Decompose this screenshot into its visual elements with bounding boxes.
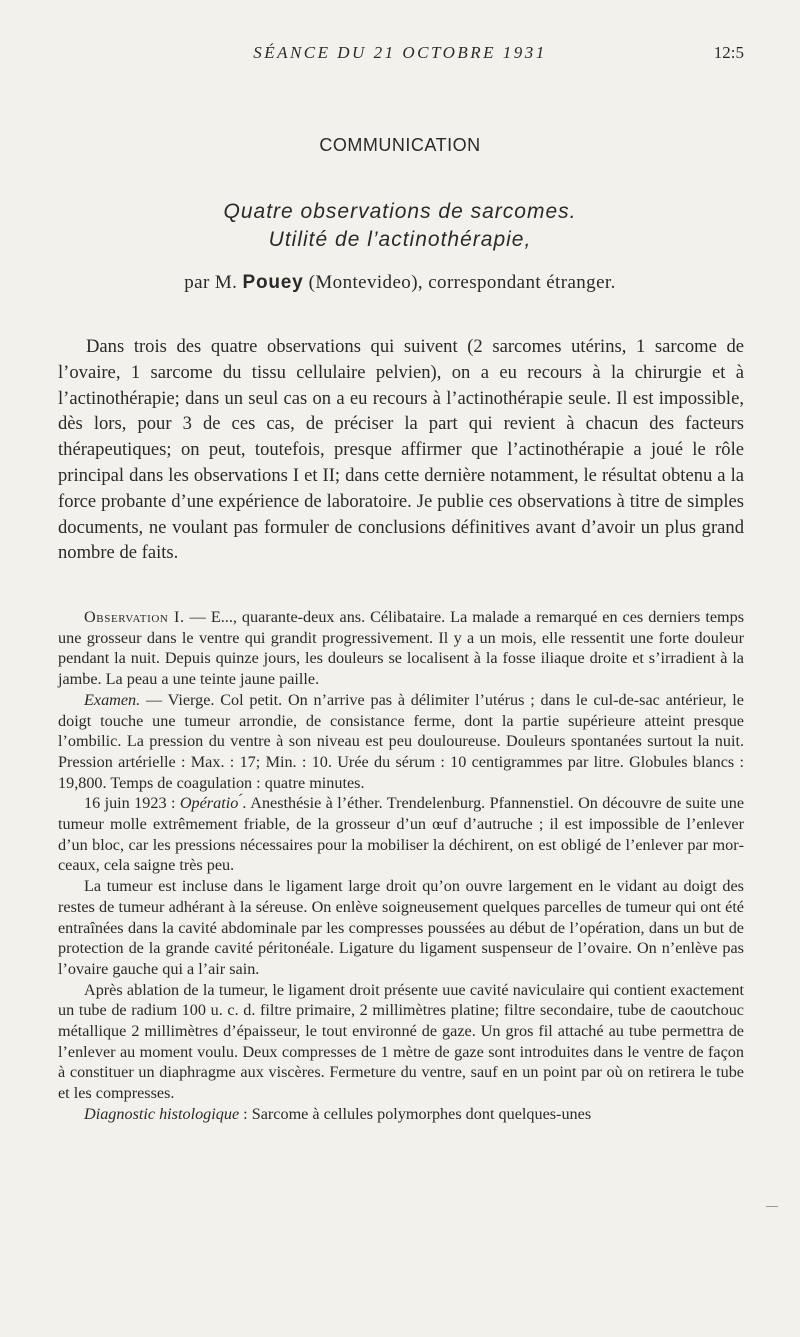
byline-prefix: par M. bbox=[184, 272, 243, 293]
article-title-line-2: Utilité de l’actinothérapie, bbox=[268, 228, 532, 251]
page-number: 12:5 bbox=[713, 43, 744, 62]
observation-paragraph-6-text: : Sarcome à cellules polymorphes dont quelques-unes bbox=[239, 1104, 592, 1123]
examen-label: Examen. bbox=[84, 690, 141, 709]
observation-paragraph-4: La tumeur est incluse dans le ligament large droit qu’on ouvre largement en le vidant au doigt des restes de tumeur adhérant à la séreuse. On enlève soigneusement quelques parcelles de tumeur qui ont été entraînées dans la cavité abdominale par les compresses poussées au début de l’opération, dans un but de protection de la grande cavité péritonéale. Ligature du ligament suspenseur de l’ovaire. On n’enlève pas l’ovaire gauche qui a l’air sain. bbox=[58, 877, 744, 978]
running-title: SÉANCE DU 21 OCTOBRE 1931 bbox=[253, 43, 547, 62]
observation-label: Observation I. bbox=[84, 608, 185, 626]
observation-paragraph-5: Après ablation de la tumeur, le ligament droit présente uue cavité naviculaire qui contient exactement un tube de radium 100 u. c. d. filtre primaire, 2 millimètres platine; filtre secondaire, tube de caoutchouc métallique 2 millimètres d’épaisseur, le tout environné de gaze. Un gros fil attaché au tube permettra de l’enlever au moment voulu. Deux compresses de 1 mètre de gaze sont introduites dans le ventre de façon à constituer un diaphragme aux viscères. Fermeture du ventre, sauf en un point par où on retirera le tube et les compresses. bbox=[58, 980, 744, 1103]
observation-paragraph-1-text: — E..., quarante-deux ans. Célibataire. La malade a remarqué en ces derniers temps une grosseur dans le ventre qui grandit progressivement. Il y a un mois, elle ressentit une forte douleur pendant la nuit. Depuis quinze jours, les douleurs se localisent à la fosse iliaque droite et s’irradient à la jambe. La peau a une teinte jaune paille. bbox=[58, 608, 744, 689]
byline bbox=[0, 272, 800, 294]
observation-paragraph-2 bbox=[58, 690, 744, 794]
operation-date: 16 juin 1923 : bbox=[84, 794, 180, 813]
byline-author: Pouey bbox=[242, 272, 304, 293]
running-head bbox=[0, 43, 800, 67]
observation-paragraph-6 bbox=[58, 1104, 744, 1125]
margin-mark bbox=[766, 1206, 778, 1207]
observation-paragraph-3-text: Anesthésie à l’éther. Trendelenburg. Pfannenstiel. On découvre de suite une tumeur molle extrêmement friable, de la grosseur d’un œuf d’autruche ; il est impossible de l’enlever d’un bloc, car les pressions nécessaires pour la mobiliser la déchirent, on est obligé de l’enlever par morceaux, cela saigne très peu. bbox=[58, 794, 745, 875]
observation-paragraph-3 bbox=[58, 793, 744, 876]
diagnostic-label: Diagnostic histologique bbox=[84, 1104, 240, 1123]
observation-paragraph-1 bbox=[58, 607, 744, 690]
byline-suffix: (Montevideo), correspondant étranger. bbox=[303, 272, 616, 293]
section-heading: COMMUNICATION bbox=[319, 135, 481, 155]
article-title-line-1: Quatre observations de sarcomes. bbox=[223, 200, 577, 223]
intro-text: Dans trois des quatre observations qui suivent (2 sarcomes utérins, 1 sarcome de l’ovaire, 1 sarcome du tissu cellulaire pelvien), on a eu recours à la chirurgie et à l’actinothérapie; dans un seul cas on a eu recours à l’actinothérapie seule. Il est impossible, dès lors, pour 3 de ces cas, de préciser la part qui revient à chacun des facteurs thérapeutiques; on peut, toutefois, presque affirmer que l’actinothérapie a joué le rôle principal dans les observations I et II; dans cette dernière notamment, le résultat obtenu a la force probante d’une expérience de laboratoire. Je publie ces observations à titre de simples documents, ne voulant pas formuler de conclusions définitives avant d’avoir un plus grand nombre de faits. bbox=[58, 336, 744, 564]
observation-paragraph-2-text: — Vierge. Col petit. On n’arrive pas à délimiter l’utérus ; dans le cul-de-sac antérieur, le doigt touche une tumeur arrondie, de consistance ferme, dont la partie supérieure atteint presque l’ombilic. La pression du ventre à son niveau est peu douloureuse. Douleurs spontanées surtout la nuit. Pression artérielle : Max. : 17; Min. : 10. Urée du sérum : 10 centigrammes par litre. Globules blancs : 19,800. Temps de coagulation : quatre minutes. bbox=[58, 690, 744, 792]
article-title bbox=[0, 198, 800, 254]
observation-body bbox=[58, 607, 744, 1125]
intro-paragraph bbox=[58, 334, 744, 566]
operation-label: Opératio ́. bbox=[179, 794, 247, 813]
